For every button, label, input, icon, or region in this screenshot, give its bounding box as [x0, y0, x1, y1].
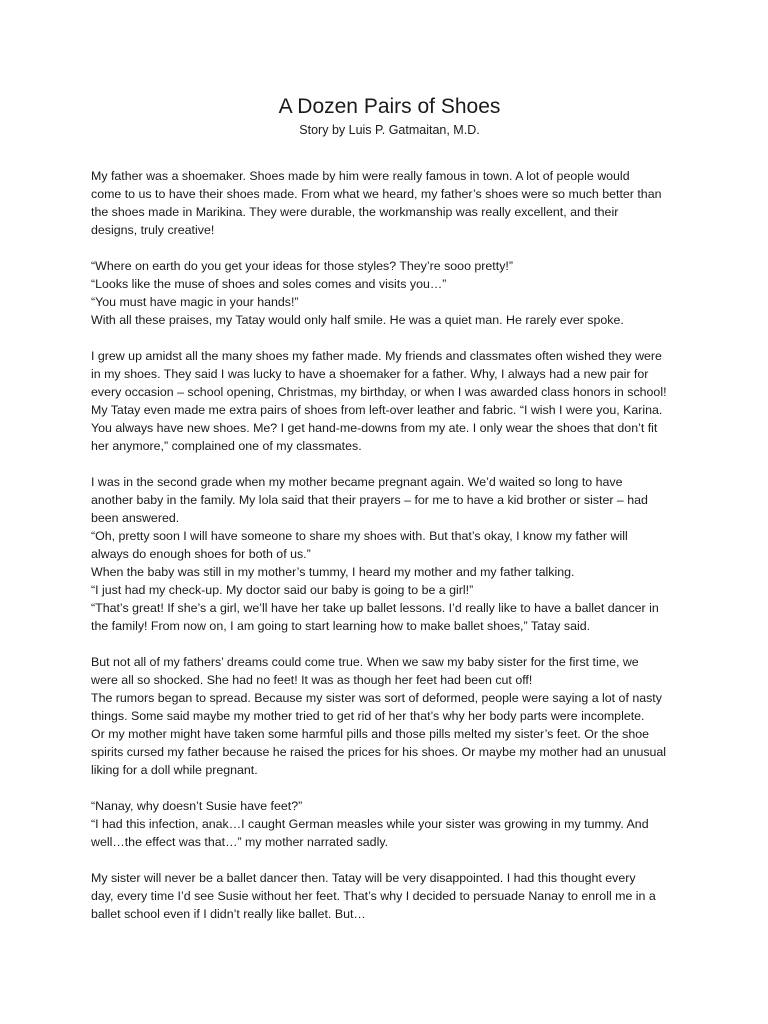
- text-line: come to us to have their shoes made. From what we heard, my father’s shoes were so much better than: [91, 187, 662, 201]
- text-line: liking for a doll while pregnant.: [91, 763, 258, 777]
- paragraph: [91, 473, 688, 635]
- text-line: “Oh, pretty soon I will have someone to share my shoes with. But that’s okay, I know my father will: [91, 529, 628, 543]
- text-line: Or my mother might have taken some harmful pills and those pills melted my sister’s feet. Or the shoe: [91, 727, 650, 741]
- text-line: I grew up amidst all the many shoes my father made. My friends and classmates often wished they were: [91, 349, 662, 363]
- text-line: “Looks like the muse of shoes and soles comes and visits you…”: [91, 277, 447, 291]
- text-line: But not all of my fathers’ dreams could come true. When we saw my baby sister for the first time, we: [91, 655, 639, 669]
- text-line: ballet school even if I didn’t really like ballet. But…: [91, 907, 366, 921]
- text-line: every occasion – school opening, Christmas, my birthday, or when I was awarded class honors in school!: [91, 385, 667, 399]
- text-line: day, every time I’d see Susie without her feet. That’s why I decided to persuade Nanay to enroll me in a: [91, 889, 656, 903]
- text-line: always do enough shoes for both of us.”: [91, 547, 311, 561]
- text-line: My sister will never be a ballet dancer then. Tatay will be very disappointed. I had this thought every: [91, 871, 636, 885]
- paragraph: [91, 797, 688, 851]
- paragraph: [91, 653, 688, 779]
- paragraph: [91, 167, 688, 239]
- text-line: “Nanay, why doesn’t Susie have feet?”: [91, 799, 303, 813]
- text-line: spirits cursed my father because he raised the prices for his shoes. Or maybe my mother had an unusual: [91, 745, 667, 759]
- text-line: designs, truly creative!: [91, 223, 215, 237]
- text-line: “I just had my check-up. My doctor said our baby is going to be a girl!”: [91, 583, 474, 597]
- text-line: My Tatay even made me extra pairs of shoes from left-over leather and fabric. “I wish I were you, Karina.: [91, 403, 663, 417]
- text-line: her anymore,” complained one of my classmates.: [91, 439, 362, 453]
- text-line: With all these praises, my Tatay would only half smile. He was a quiet man. He rarely ever spoke.: [91, 313, 624, 327]
- text-line: I was in the second grade when my mother became pregnant again. We’d waited so long to have: [91, 475, 623, 489]
- text-line: The rumors began to spread. Because my sister was sort of deformed, people were saying a lot of nasty: [91, 691, 662, 705]
- paragraph: [91, 347, 688, 455]
- text-line: were all so shocked. She had no feet! It was as though her feet had been cut off!: [91, 673, 533, 687]
- text-line: “Where on earth do you get your ideas for those styles? They’re sooo pretty!”: [91, 259, 513, 273]
- paragraph: [91, 257, 688, 329]
- text-line: well…the effect was that…” my mother narrated sadly.: [91, 835, 389, 849]
- text-line: My father was a shoemaker. Shoes made by him were really famous in town. A lot of people would: [91, 169, 630, 183]
- text-line: You always have new shoes. Me? I get hand-me-downs from my ate. I only wear the shoes that don’t fit: [91, 421, 658, 435]
- text-line: When the baby was still in my mother’s tummy, I heard my mother and my father talking.: [91, 565, 575, 579]
- text-line: another baby in the family. My lola said that their prayers – for me to have a kid brother or sister – had: [91, 493, 648, 507]
- text-line: things. Some said maybe my mother tried to get rid of her that’s why her body parts were incomplete.: [91, 709, 645, 723]
- text-line: “I had this infection, anak…I caught German measles while your sister was growing in my tummy. And: [91, 817, 649, 831]
- text-line: the family! From now on, I am going to start learning how to make ballet shoes,” Tatay said.: [91, 619, 591, 633]
- text-line: in my shoes. They said I was lucky to have a shoemaker for a father. Why, I always had a new pair for: [91, 367, 649, 381]
- text-line: been answered.: [91, 511, 180, 525]
- text-line: “You must have magic in your hands!”: [91, 295, 299, 309]
- paragraph: [91, 869, 688, 923]
- text-line: the shoes made in Marikina. They were durable, the workmanship was really excellent, and their: [91, 205, 619, 219]
- document-byline: Story by Luis P. Gatmaitan, M.D.: [299, 123, 480, 137]
- document-title: A Dozen Pairs of Shoes: [278, 95, 501, 118]
- text-line: “That’s great! If she’s a girl, we’ll have her take up ballet lessons. I’d really like to have a ballet dancer in: [91, 601, 659, 615]
- document-body: [91, 167, 688, 923]
